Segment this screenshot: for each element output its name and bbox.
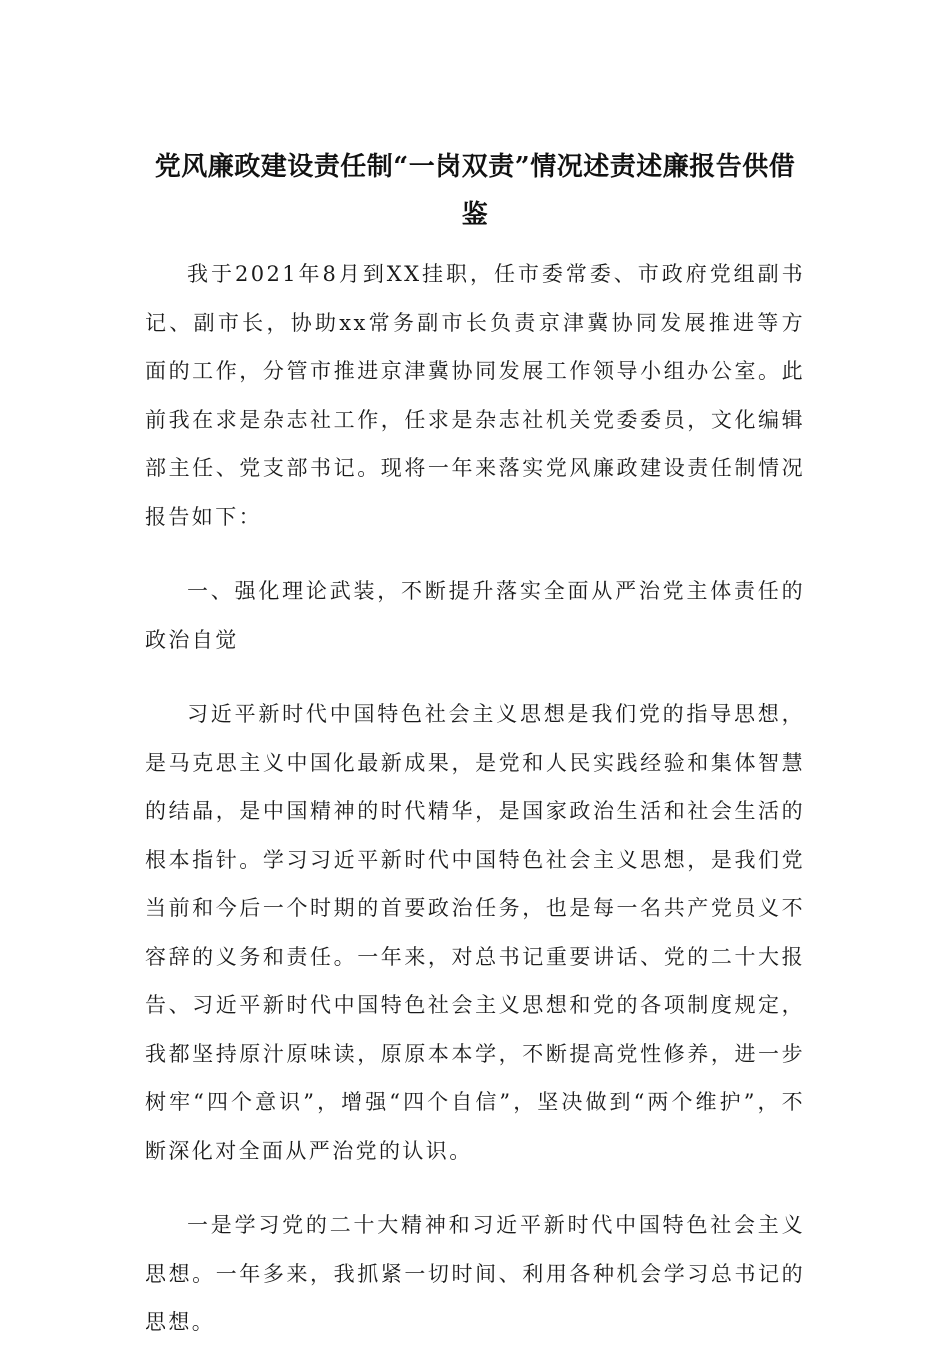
paragraph-intro: 我于2021年8月到XX挂职，任市委常委、市政府党组副书记、副市长，协助xx常务副市长负责京津冀协同发展推进等方面的工作，分管市推进京津冀协同发展工作领导小组办公室。此前我在求是杂志社工作，任求是杂志社机关党委委员，文化编辑部主任、党支部书记。现将一年来落实党风廉政建设责任制情况报告如下：: [145, 262, 805, 529]
section-heading-1: 一、强化理论武装，不断提升落实全面从严治党主体责任的政治自觉: [145, 579, 805, 652]
document-body: [145, 250, 805, 1347]
paragraph-theory: 习近平新时代中国特色社会主义思想是我们党的指导思想，是马克思主义中国化最新成果，是党和人民实践经验和集体智慧的结晶，是中国精神的时代精华，是国家政治生活和社会生活的根本指针。学习习近平新时代中国特色社会主义思想，是我们党当前和今后一个时期的首要政治任务，也是每一名共产党员义不容辞的义务和责任。一年来，对总书记重要讲话、党的二十大报告、习近平新时代中国特色社会主义思想和党的各项制度规定，我都坚持原汁原味读，原原本本学，不断提高党性修养，进一步树牢“四个意识”，增强“四个自信”，坚决做到“两个维护”，不断深化对全面从严治党的认识。: [145, 702, 805, 1163]
document-title: 党风廉政建设责任制“一岗双责”情况述责述廉报告供借鉴: [154, 152, 796, 230]
paragraph-point-1: 一是学习党的二十大精神和习近平新时代中国特色社会主义思想。一年多来，我抓紧一切时间、利用各种机会学习总书记的思想。: [145, 1213, 805, 1334]
